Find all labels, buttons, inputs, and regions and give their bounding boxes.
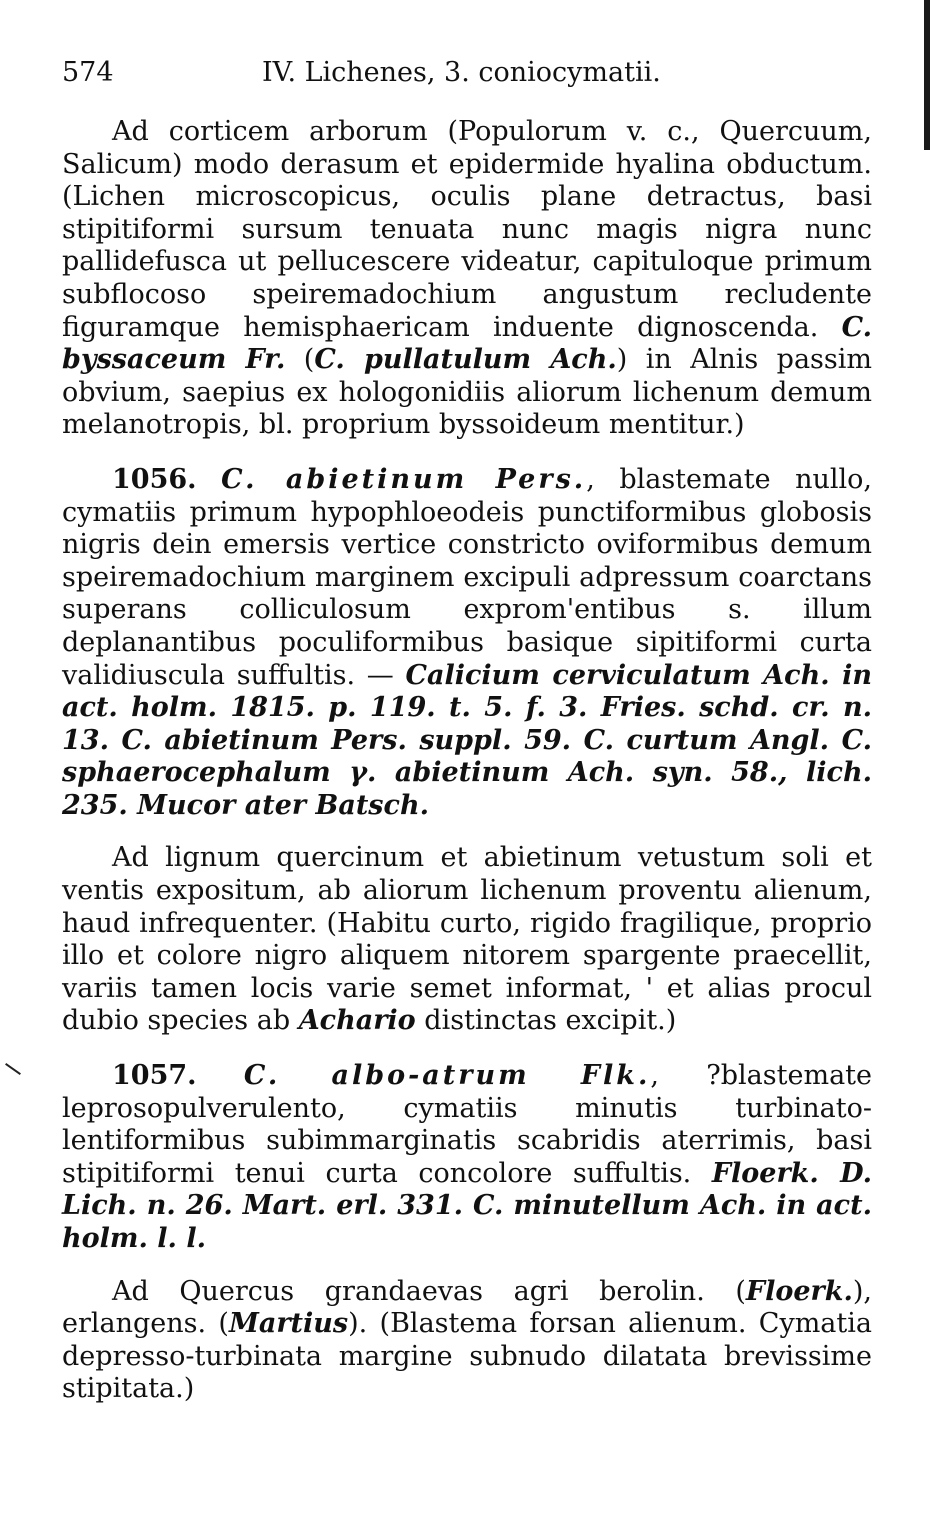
entry-description: , ?blastemate leprosopulverulento, cymatiis minutis turbinato-lentiformibus subimmarginatis scabridis aterrimis, basi stipitiformi tenui curta concolore suffultis. (62, 1060, 872, 1189)
entry-description: , blastemate nullo, cymatiis primum hypophloeodeis punctiformibus globosis nigris dein emersis vertice constricto oviformibus demum speiremadochium marginem excipuli adpressum coarctans superans colliculosum exprom'entibus s. illum deplanantibus poculiformibus basique sipitiformi curta validiuscula suffultis. — (62, 463, 872, 691)
page-number: 574 (62, 57, 114, 88)
page-edge-shadow (924, 0, 930, 150)
author-name: Martius (228, 1308, 349, 1340)
entry-species-name: C. albo-atrum Flk. (243, 1060, 651, 1092)
text-run: ). (Blastema forsan alienum. Cymatia depresso-turbinata margine subnudo dilatata brevissime stipitata.) (62, 1308, 872, 1405)
paragraph-habitat-1056 (62, 842, 872, 1038)
author-name: Achario (298, 1005, 416, 1037)
author-name: Floerk. (745, 1275, 853, 1307)
species-name: C. byssaceum Fr. (62, 311, 872, 376)
paragraph-habitat-1057 (62, 1276, 872, 1406)
entry-synonyms: Calicium cerviculatum Ach. in act. holm. 1815. p. 119. t. 5. f. 3. Fries. schd. cr. n. 13. C. abietinum Pers. suppl. 59. C. curtum Angl. C. sphaerocephalum γ. abietinum Ach. syn. 58., lich. 235. Mucor ater Batsch. (62, 659, 872, 821)
text-run: ( (285, 344, 315, 376)
entry-1057 (62, 1060, 872, 1256)
entry-number: 1056. (112, 463, 197, 495)
entry-number: 1057. (112, 1060, 197, 1092)
paragraph-habitat-intro (62, 116, 872, 442)
text-run: ), erlangens. ( (62, 1275, 872, 1340)
text-run: ) in Alnis passim obvium, saepius ex hologonidiis aliorum lichenum demum melanotropis, bl. proprium byssoideum mentitur.) (62, 344, 872, 441)
text-run: Ad lignum quercinum et abietinum vetustum soli et ventis expositum, ab aliorum lichenum proventu alienum, haud infrequenter. (Habitu curto, rigido fragilique, proprio illo et colore nigro aliquem nitorem spargente praecellit, variis tamen locis varie semet informat, ' et alias procul dubio species ab (62, 842, 872, 1037)
species-name: C. pullatulum Ach. (314, 344, 617, 376)
entry-species-name: C. abietinum Pers. (221, 463, 587, 495)
page-body (62, 116, 872, 1406)
entry-synonyms: Floerk. D. Lich. n. 26. Mart. erl. 331. C. minutellum Ach. in act. holm. l. l. (62, 1157, 872, 1254)
entry-1056 (62, 464, 872, 823)
running-title: IV. Lichenes, 3. coniocymatii. (262, 57, 661, 88)
text-run: distinctas excipit.) (415, 1005, 677, 1037)
margin-mark (5, 1063, 21, 1075)
text-run: Ad corticem arborum (Populorum v. c., Quercuum, Salicum) modo derasum et epidermide hyalina obductum. (Lichen microscopicus, oculis plane detractus, basi stipitiformi sursum tenuata nunc magis nigra nunc pallidefusca ut pellucescere videatur, capituloque primum subflocoso speiremadochium angustum recludente figuramque hemisphaericam induente dignoscenda. (62, 116, 872, 343)
text-run: Ad Quercus grandaevas agri berolin. ( (112, 1275, 746, 1307)
